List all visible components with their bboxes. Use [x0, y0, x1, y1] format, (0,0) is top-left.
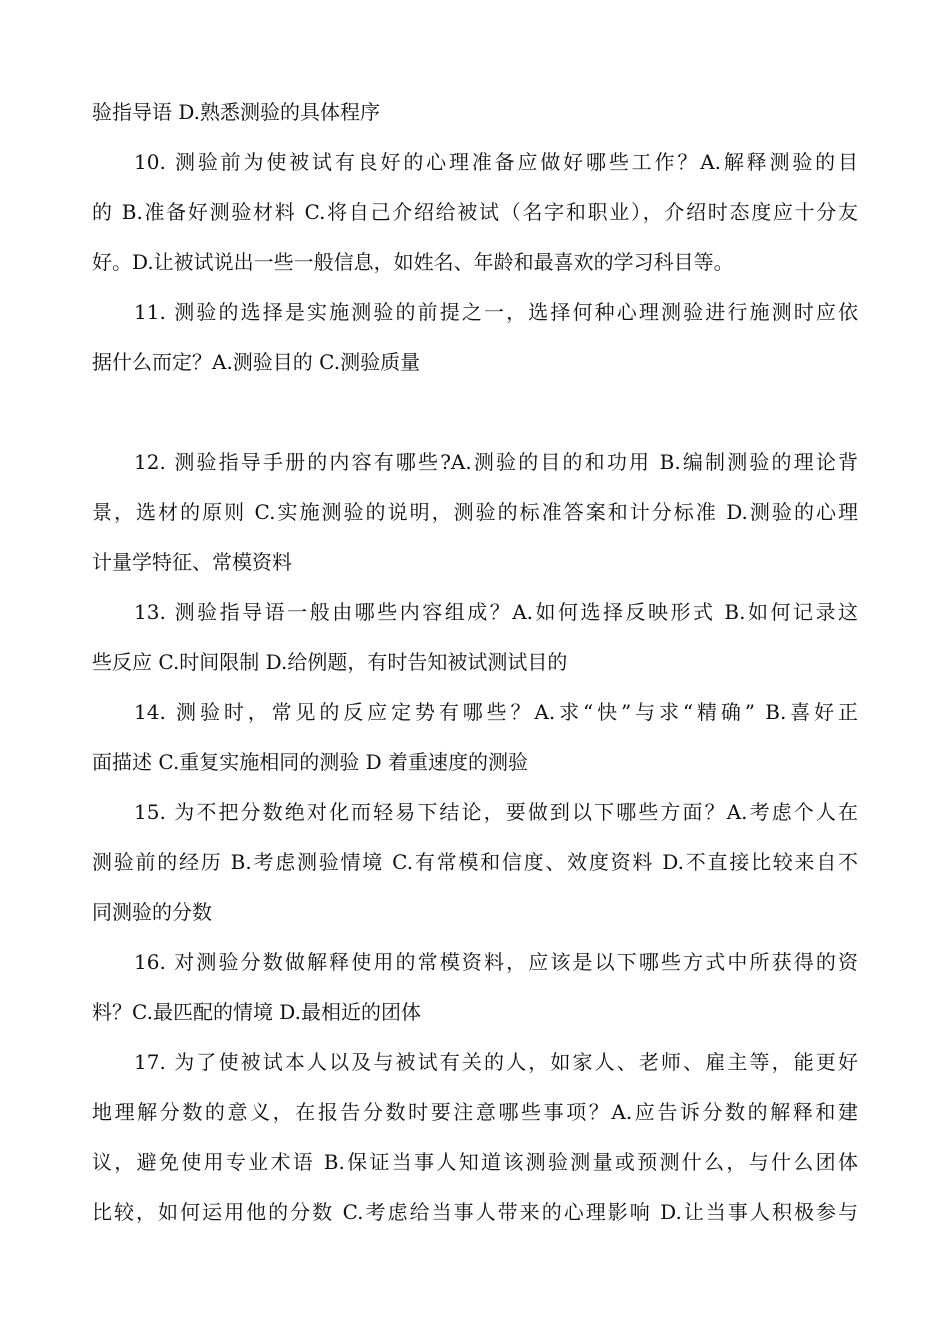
question-13-line-1: 13. 测验指导语一般由哪些内容组成？A.如何选择反映形式 B.如何记录这 — [134, 600, 858, 624]
question-12-line-3: 计量学特征、常模资料 — [92, 550, 292, 574]
question-17-line-2: 地理解分数的意义，在报告分数时要注意哪些事项？A.应告诉分数的解释和建 — [92, 1100, 858, 1124]
question-17-line-3: 议，避免使用专业术语 B.保证当事人知道该测验测量或预测什么，与什么团体 — [92, 1150, 858, 1174]
question-15-line-1: 15. 为不把分数绝对化而轻易下结论，要做到以下哪些方面？A.考虑个人在 — [134, 800, 858, 824]
question-11-line-1: 11. 测验的选择是实施测验的前提之一，选择何种心理测验进行施测时应依 — [134, 300, 858, 324]
question-15-line-3: 同测验的分数 — [92, 900, 212, 924]
question-14-line-1: 14. 测验时，常见的反应定势有哪些？A.求“快”与求“精确” B.喜好正 — [134, 700, 858, 724]
question-11-line-2: 据什么而定？A.测验目的 C.测验质量 — [92, 350, 421, 374]
question-10-line-2: 的 B.准备好测验材料 C.将自己介绍给被试（名字和职业），介绍时态度应十分友 — [92, 200, 858, 224]
question-16-line-1: 16. 对测验分数做解释使用的常模资料，应该是以下哪些方式中所获得的资 — [134, 950, 858, 974]
question-12-line-2: 景，选材的原则 C.实施测验的说明，测验的标准答案和计分标准 D.测验的心理 — [92, 500, 858, 524]
question-17-line-4: 比较，如何运用他的分数 C.考虑给当事人带来的心理影响 D.让当事人积极参与 — [92, 1200, 858, 1224]
question-10-line-1: 10. 测验前为使被试有良好的心理准备应做好哪些工作？A.解释测验的目 — [134, 150, 858, 174]
question-17-line-1: 17. 为了使被试本人以及与被试有关的人，如家人、老师、雇主等，能更好 — [134, 1050, 858, 1074]
question-13-line-2: 些反应 C.时间限制 D.给例题，有时告知被试测试目的 — [92, 650, 568, 674]
question-16-line-2: 料？C.最匹配的情境 D.最相近的团体 — [92, 1000, 421, 1024]
question-15-line-2: 测验前的经历 B.考虑测验情境 C.有常模和信度、效度资料 D.不直接比较来自不 — [92, 850, 858, 874]
text-line-1: 验指导语 D.熟悉测验的具体程序 — [92, 100, 381, 124]
question-14-line-2: 面描述 C.重复实施相同的测验 D 着重速度的测验 — [92, 750, 529, 774]
question-12-line-1: 12. 测验指导手册的内容有哪些?A.测验的目的和功用 B.编制测验的理论背 — [134, 450, 858, 474]
question-10-line-3: 好。D.让被试说出一些一般信息，如姓名、年龄和最喜欢的学习科目等。 — [92, 250, 734, 274]
